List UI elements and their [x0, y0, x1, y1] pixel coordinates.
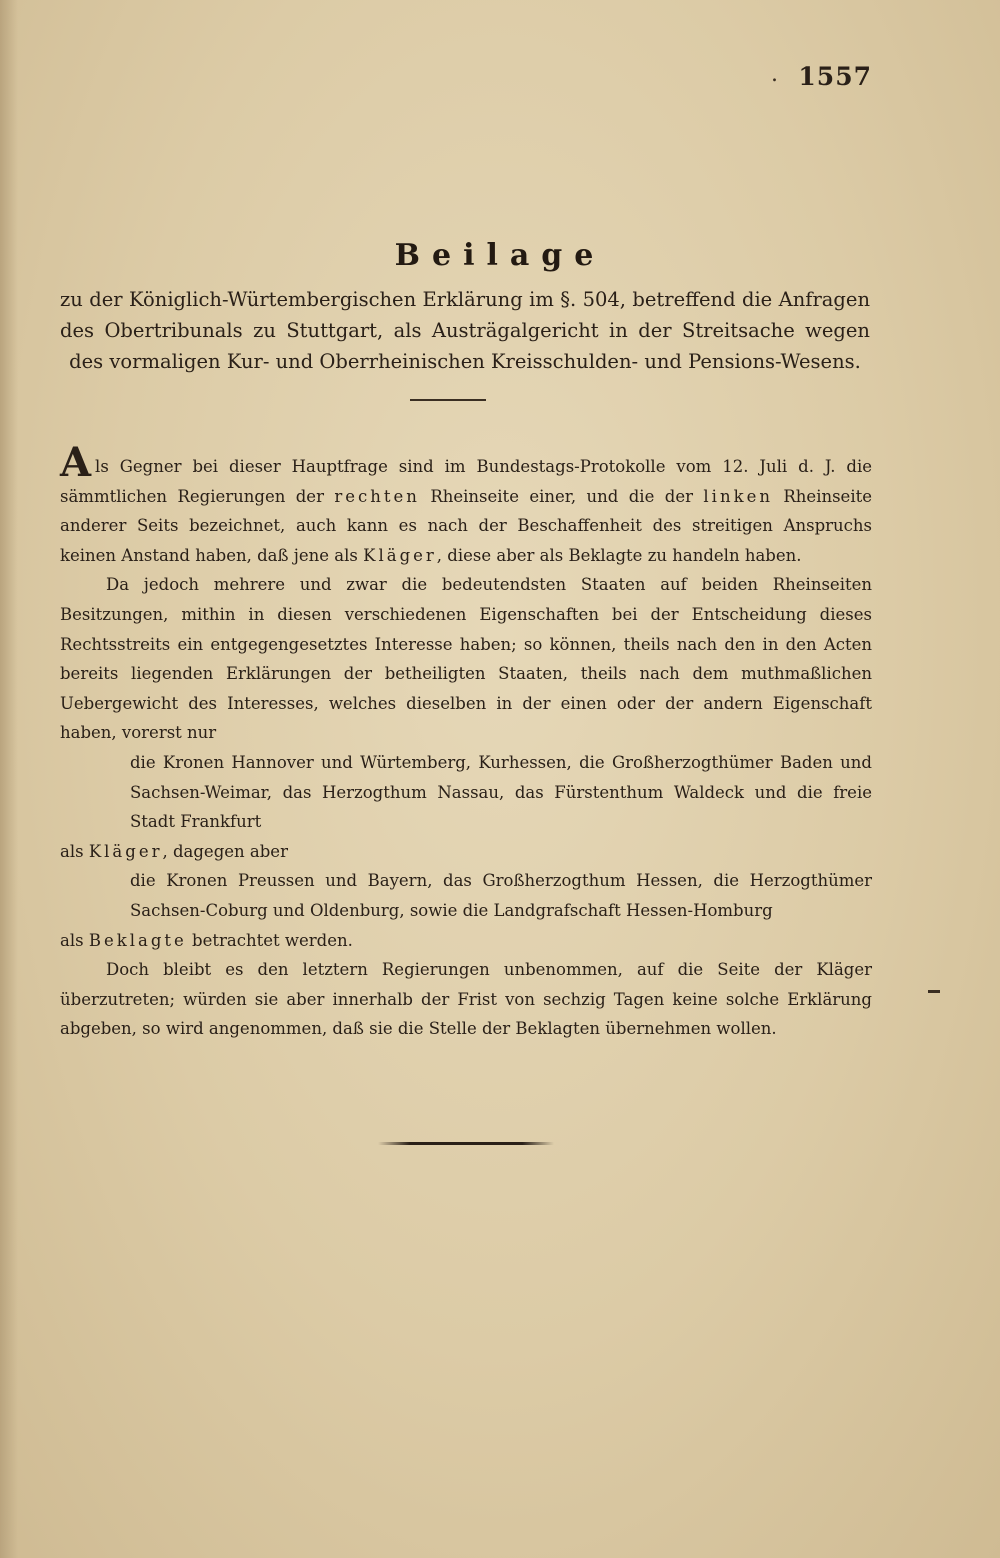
emphasis-klaeger: Kläger: [363, 545, 437, 565]
header-dot: .: [771, 62, 778, 87]
label-klaeger: Kläger: [88, 841, 163, 861]
plaintiff-label-line: [60, 837, 872, 867]
emphasis-linken: linken: [703, 486, 773, 506]
page-number: 1557: [798, 62, 872, 91]
paragraph-2: Da jedoch mehrere und zwar die bedeutendsten Staaten auf beiden Rheinseiten Besitzungen, mithin in diesen verschiedenen Eigenschaften bei der Entscheidung dieses Rechtsstreits ein entgegengesetztes Interesse haben; so können, theils nach den in den Acten bereits liegenden Erklärungen der betheiligten Staaten, theils nach dem muthmaßlichen Uebergewicht des Interesses, welches dieselben in der einen oder der andern Eigenschaft haben, vorerst nur: [60, 575, 872, 743]
paragraph-1-part-b: Rheinseite einer, und die der: [419, 486, 704, 506]
label-beklagte: Beklagte: [88, 930, 187, 950]
paragraph-1-part-a: ls Gegner bei dieser Hauptfrage sind im Bundestags-Protokolle vom 12. Juli d. J. die sämmtlichen Regierungen der: [60, 457, 872, 506]
page-edge-shadow: [0, 0, 18, 1558]
body-text: [60, 439, 872, 1044]
paragraph-3: Doch bleibt es den letztern Regierungen unbenommen, auf die Seite der Kläger überzutreten; würden sie aber innerhalb der Frist von sechzig Tagen keine solche Erklärung abgeben, so wird angenommen, daß sie die Stelle der Beklagten übernehmen wollen.: [60, 960, 872, 1039]
betrachtet-text: betrachtet werden.: [186, 930, 353, 950]
defendant-label-line: [60, 926, 872, 956]
list-defendants: die Kronen Preussen und Bayern, das Großherzogthum Hessen, die Herzogthümer Sachsen-Coburg und Oldenburg, sowie die Landgrafschaft Hessen-Homburg: [130, 871, 872, 920]
paragraph-1: [60, 439, 872, 570]
list-plaintiffs: die Kronen Hannover und Würtemberg, Kurhessen, die Großherzogthümer Baden und Sachsen-Weimar, das Herzogthum Nassau, das Fürstenthum Waldeck und die freie Stadt Frankfurt: [130, 752, 872, 832]
margin-mark: [928, 990, 940, 993]
als-word-2: als: [60, 930, 89, 950]
section-subtitle: zu der Königlich-Würtembergischen Erklärung im §. 504, betreffend die Anfragen des Obertribunals zu Stuttgart, als Austrägalgericht in der Streitsache wegen des vormaligen Kur- und Oberrheinischen Kreisschulden- und Pensions-Wesens.: [60, 288, 870, 373]
als-word-1: als: [60, 841, 89, 861]
initial-letter: A: [60, 439, 92, 486]
closing-rule: [378, 1142, 554, 1145]
section-title: Beilage: [394, 238, 606, 273]
paragraph-1-part-c: Rheinseite anderer Seits bezeichnet, auch kann es nach der Beschaffenheit des streitigen Anspruchs keinen Anstand haben, daß jene als: [60, 486, 872, 565]
emphasis-rechten: rechten: [334, 486, 420, 506]
paragraph-1-part-d: , diese aber als Beklagte zu handeln haben.: [436, 545, 802, 565]
title-divider: [410, 399, 486, 401]
dagegen-text: , dagegen aber: [162, 841, 288, 861]
